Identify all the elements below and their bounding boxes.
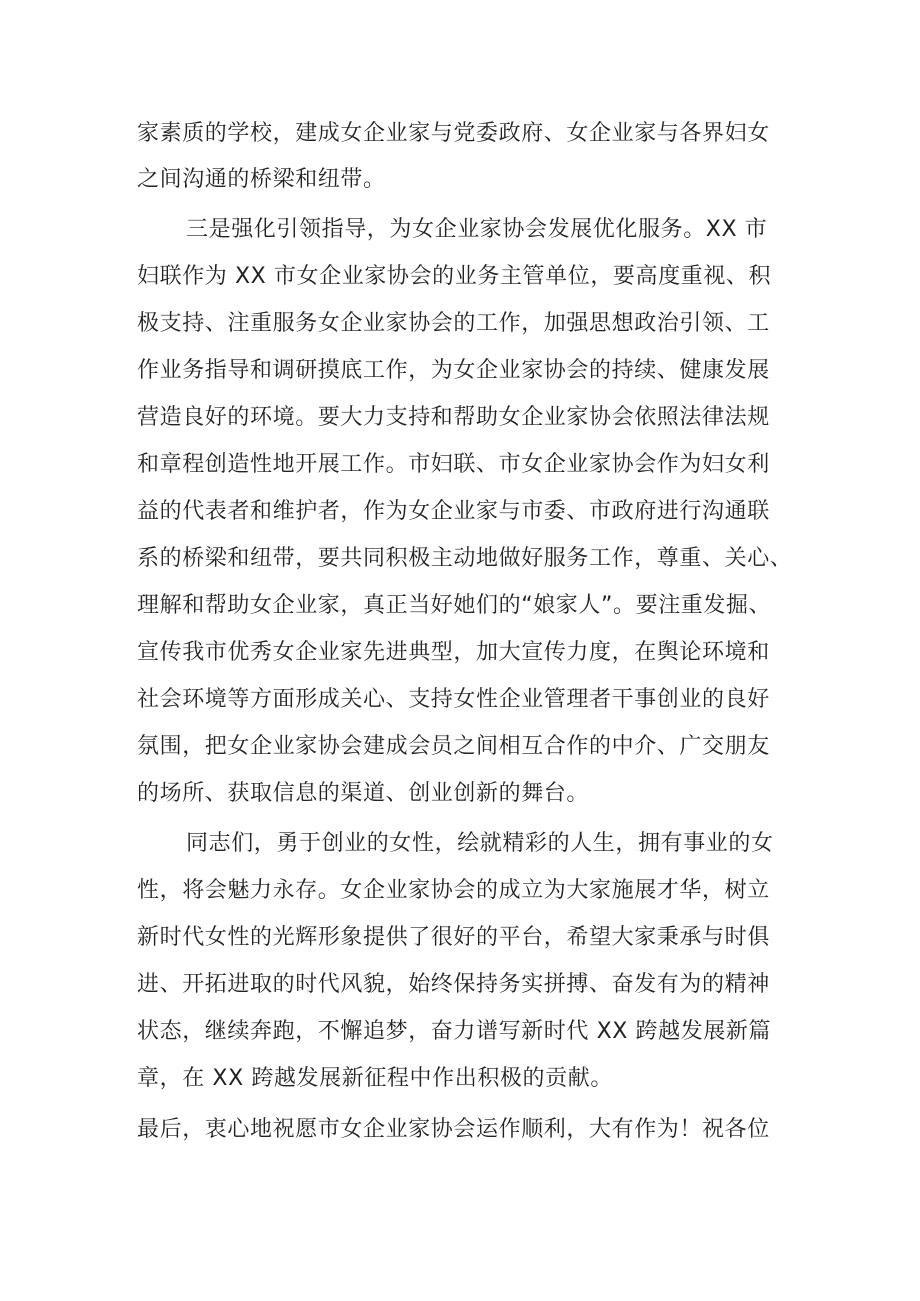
text-line: 营造良好的环境。要大力支持和帮助女企业家协会依照法律法规 — [137, 405, 770, 430]
text-line: 宣传我市优秀女企业家先进典型，加大宣传力度，在舆论环境和 — [137, 640, 770, 665]
text-line: 极支持、注重服务女企业家协会的工作，加强思想政治引领、工 — [137, 311, 770, 336]
text-line: 作业务指导和调研摸底工作，为女企业家协会的持续、健康发展 — [137, 358, 770, 383]
text-line: 新时代女性的光辉形象提供了很好的平台，希望大家秉承与时俱 — [137, 925, 770, 950]
text-line: 家素质的学校，建成女企业家与党委政府、女企业家与各界妇女 — [137, 121, 770, 146]
text-line: 性，将会魅力永存。女企业家协会的成立为大家施展才华，树立 — [137, 878, 770, 903]
text-line: 状态，继续奔跑，不懈追梦，奋力谱写新时代 XX 跨越发展新篇 — [137, 1019, 772, 1044]
text-line: 系的桥梁和纽带，要共同积极主动地做好服务工作，尊重、关心、 — [137, 546, 793, 571]
text-line: 益的代表者和维护者，作为女企业家与市委、市政府进行沟通联 — [137, 499, 770, 524]
text-line: 氛围，把女企业家协会建成会员之间相互合作的中介、广交朋友 — [137, 734, 770, 759]
text-line: 章，在 XX 跨越发展新征程中作出积极的贡献。 — [137, 1066, 613, 1091]
paragraph-first-line: 最后，衷心地祝愿市女企业家协会运作顺利，大有作为！祝各位 — [137, 1117, 770, 1142]
paragraph-first-line: 同志们，勇于创业的女性，绘就精彩的人生，拥有事业的女 — [186, 831, 774, 856]
text-line: 妇联作为 XX 市女企业家协会的业务主管单位，要高度重视、积 — [137, 264, 772, 289]
text-line: 之间沟通的桥梁和纽带。 — [137, 167, 386, 192]
text-line: 和章程创造性地开展工作。市妇联、市女企业家协会作为妇女利 — [137, 452, 770, 477]
text-line: 理解和帮助女企业家，真正当好她们的“娘家人”。要注重发掘、 — [137, 593, 772, 618]
text-line: 进、开拓进取的时代风貌，始终保持务实拼搏、奋发有为的精神 — [137, 972, 770, 997]
text-line: 的场所、获取信息的渠道、创业创新的舞台。 — [137, 781, 590, 806]
text-line: 社会环境等方面形成关心、支持女性企业管理者干事创业的良好 — [137, 687, 770, 712]
paragraph-first-line: 三是强化引领指导，为女企业家协会发展优化服务。XX 市 — [186, 217, 768, 242]
